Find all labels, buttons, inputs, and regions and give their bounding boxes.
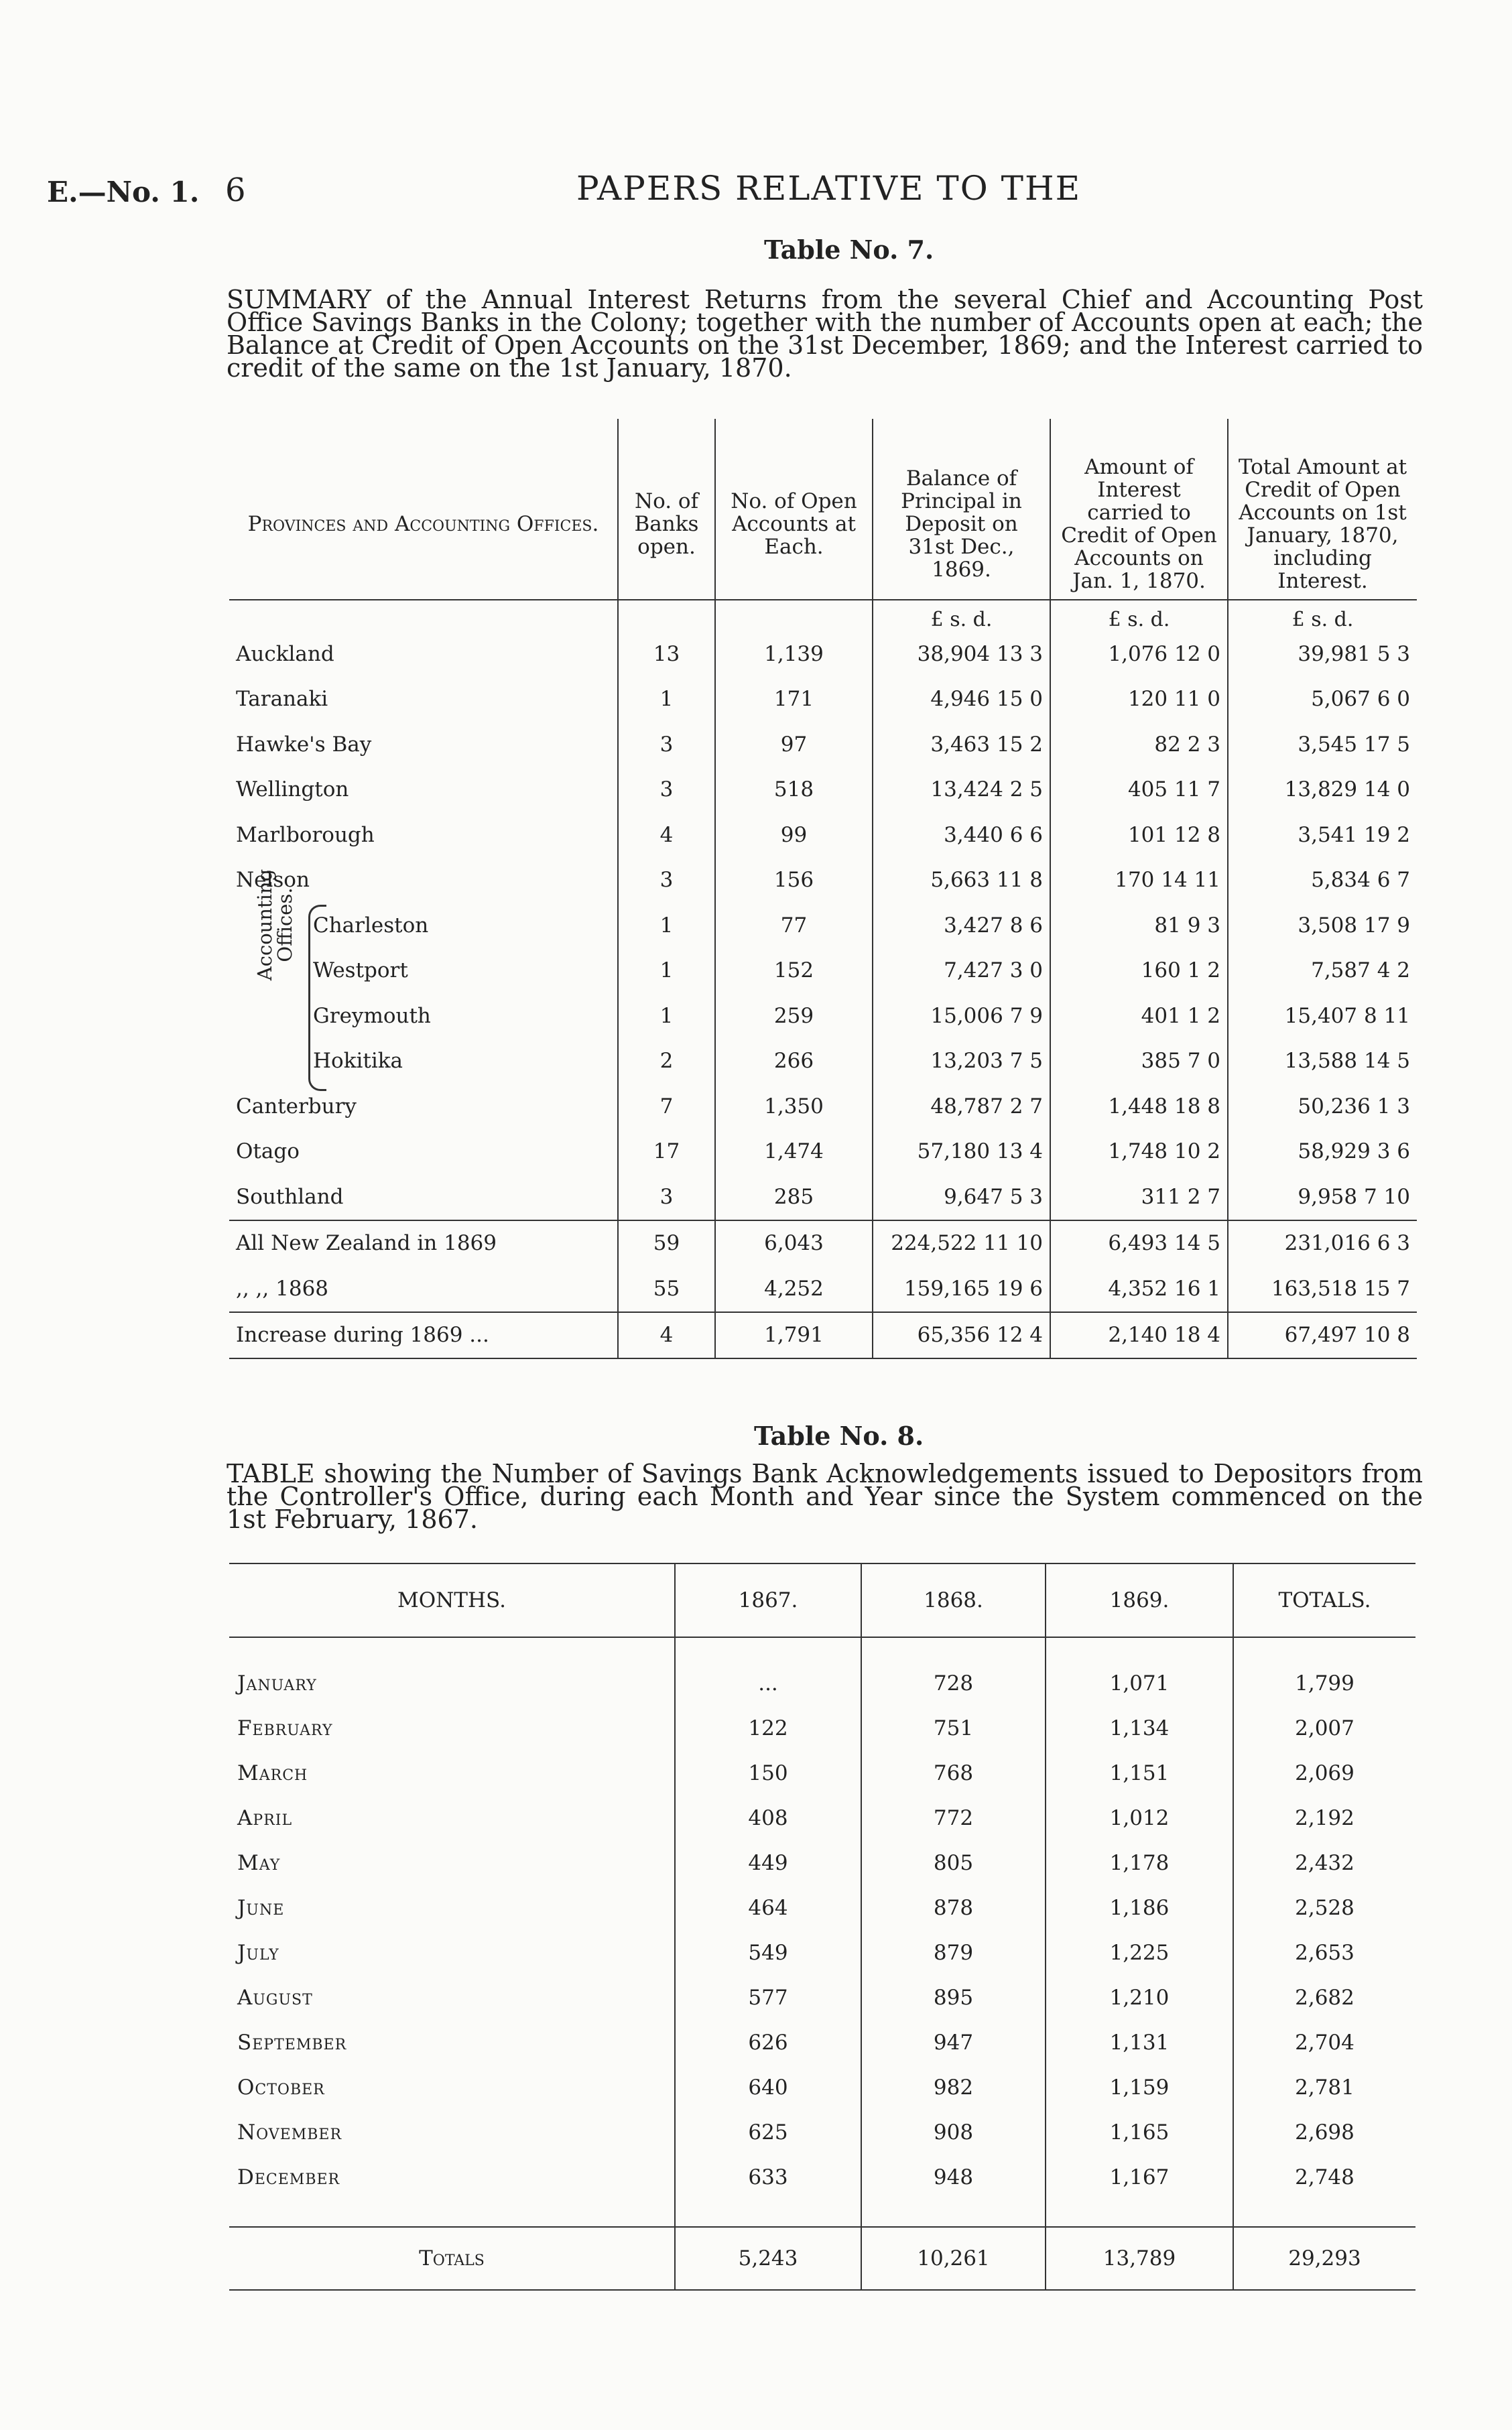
value-1868: 948 [861,2155,1046,2199]
value-1869: 1,165 [1046,2110,1233,2155]
table-row [229,767,1417,813]
balance-amount: 224,522 11 10 [873,1220,1050,1267]
province-name [229,1129,618,1175]
accounts-count: 77 [715,903,873,948]
value-total: 2,528 [1233,1885,1415,1930]
table-row [229,1129,1417,1175]
province-name-text: All New Zealand in 1869 [236,1231,497,1256]
total-amount: 3,541 19 2 [1228,812,1417,858]
total-amount: 231,016 6 3 [1228,1220,1417,1267]
table-row [229,2155,1415,2199]
totals-row [229,2227,1415,2290]
interest-amount: 1,748 10 2 [1050,1129,1228,1175]
accounts-count: 4,252 [715,1266,873,1312]
col-header-interest: Amount of Interest carried to Credit of Open Accounts on Jan. 1, 1870. [1050,419,1228,600]
value-1867: 626 [675,2020,861,2065]
balance-amount: 3,427 8 6 [873,903,1050,948]
accounting-offices-brace [308,905,326,1091]
interest-amount: 1,076 12 0 [1050,631,1228,677]
province-name [229,1174,618,1220]
value-1868: 908 [861,2110,1046,2155]
province-name-text: Taranaki [236,687,328,712]
value-1868: 982 [861,2065,1046,2110]
interest-amount: 170 14 11 [1050,858,1228,903]
interest-amount: 385 7 0 [1050,1039,1228,1084]
table-row [229,2020,1415,2065]
balance-amount: 7,427 3 0 [873,948,1050,994]
banks-count: 1 [618,993,715,1039]
accounts-count: 518 [715,767,873,813]
total-amount: 5,067 6 0 [1228,677,1417,722]
value-1868: 879 [861,1930,1046,1975]
month-name: December [237,2165,340,2189]
value-total: 2,698 [1233,2110,1415,2155]
accounts-count: 156 [715,858,873,903]
value-total: 2,069 [1233,1750,1415,1795]
banks-count: 55 [618,1266,715,1312]
spacer-cell [861,2199,1046,2227]
document-reference: E.—No. 1. [47,176,200,208]
spacer-cell [1046,2199,1233,2227]
total-amount: 50,236 1 3 [1228,1084,1417,1129]
total-amount: 163,518 15 7 [1228,1266,1417,1312]
col-header-1867: 1867. [675,1563,861,1637]
accounts-count: 259 [715,993,873,1039]
value-1869: 1,225 [1046,1930,1233,1975]
value-total: 2,781 [1233,2065,1415,2110]
value-total: 2,432 [1233,1840,1415,1885]
col-header-banks: No. of Banks open. [618,419,715,600]
value-1869: 1,159 [1046,2065,1233,2110]
interest-amount: 101 12 8 [1050,812,1228,858]
value-1867: 633 [675,2155,861,2199]
month-name: February [237,1716,333,1740]
spacer-cell [675,2199,861,2227]
province-name-text: Charleston [313,913,429,938]
value-1869: 1,151 [1046,1750,1233,1795]
banks-count: 3 [618,858,715,903]
table-row [229,1039,1417,1084]
banks-count: 3 [618,1174,715,1220]
table-8-caption: Table No. 8. [754,1421,924,1451]
value-1868: 768 [861,1750,1046,1795]
table-7-description-text: SUMMARY of the Annual Interest Returns from the several Chief and Accounting Post Office Savings Banks in the Colony; together with the number of Accounts open at each; the Balance at Credit of Open Accounts on the 31st December, 1869; and the Interest carried to credit of the same on the 1st January, 1870. [227,285,1423,383]
table-row [229,722,1417,767]
province-name-text: ,, ,, 1868 [236,1276,329,1301]
table-row [229,2065,1415,2110]
table-8-header-row [229,1563,1415,1637]
table-8-description [227,1459,1423,1534]
units-row [229,600,1417,631]
table-row [229,1840,1415,1885]
value-total: 2,748 [1233,2155,1415,2199]
col-header-totals: TOTALS. [1233,1563,1415,1637]
accounts-count: 1,350 [715,1084,873,1129]
value-1867: 577 [675,1975,861,2020]
grand-total: 29,293 [1233,2227,1415,2290]
banks-count: 13 [618,631,715,677]
balance-amount: 5,663 11 8 [873,858,1050,903]
accounts-count: 1,791 [715,1312,873,1359]
month-name: January [237,1671,317,1696]
balance-amount: 3,440 6 6 [873,812,1050,858]
table-8-description-text: TABLE showing the Number of Savings Bank Acknowledgements issued to Depositors from the Controller's Office, during each Month and Year since the System commenced on the 1st February, 1867. [227,1459,1423,1534]
value-1867: ... [675,1661,861,1706]
province-name-text: Hokitika [313,1049,403,1074]
total-amount: 3,545 17 5 [1228,722,1417,767]
spacer-row [229,2199,1415,2227]
value-1867: 122 [675,1706,861,1750]
col-header-months: MONTHS. [229,1563,675,1637]
value-total: 2,682 [1233,1975,1415,2020]
month-name: November [237,2120,342,2145]
total-1869: 13,789 [1046,2227,1233,2290]
balance-amount: 159,165 19 6 [873,1266,1050,1312]
value-total: 2,007 [1233,1706,1415,1750]
province-name [229,1312,618,1359]
value-total: 1,799 [1233,1661,1415,1706]
table-row [229,903,1417,948]
banks-count: 59 [618,1220,715,1267]
province-name-text: Westport [313,958,408,983]
table-7 [229,419,1417,1359]
value-1867: 408 [675,1795,861,1840]
banks-count: 1 [618,677,715,722]
total-1867: 5,243 [675,2227,861,2290]
month-name: October [237,2075,325,2100]
col-header-accounts: No. of Open Accounts at Each. [715,419,873,600]
banks-count: 3 [618,722,715,767]
table-7-caption: Table No. 7. [764,235,934,265]
value-1868: 878 [861,1885,1046,1930]
col-header-total: Total Amount at Credit of Open Accounts on 1st January, 1870, including Interest. [1228,419,1417,600]
value-1868: 805 [861,1840,1046,1885]
table-8 [229,1563,1415,2291]
banks-count: 1 [618,903,715,948]
accounts-count: 1,139 [715,631,873,677]
value-1869: 1,012 [1046,1795,1233,1840]
page-number: 6 [225,172,246,209]
province-name [229,767,618,813]
value-1869: 1,071 [1046,1661,1233,1706]
value-1867: 150 [675,1750,861,1795]
value-1868: 728 [861,1661,1046,1706]
balance-amount: 48,787 2 7 [873,1084,1050,1129]
banks-count: 3 [618,767,715,813]
value-1868: 772 [861,1795,1046,1840]
balance-amount: 57,180 13 4 [873,1129,1050,1175]
month-name: May [237,1850,281,1875]
value-1868: 751 [861,1706,1046,1750]
balance-amount: 15,006 7 9 [873,993,1050,1039]
table-row [229,1706,1415,1750]
spacer-cell [1233,2199,1415,2227]
banks-count: 17 [618,1129,715,1175]
table-row [229,1174,1417,1220]
table-row [229,993,1417,1039]
balance-amount: 4,946 15 0 [873,677,1050,722]
province-name-text: Wellington [236,777,349,802]
col-header-1869: 1869. [1046,1563,1233,1637]
total-amount: 13,829 14 0 [1228,767,1417,813]
units-interest: £ s. d. [1050,600,1228,631]
month-name: July [237,1940,279,1965]
spacer-row [229,1637,1415,1661]
accounts-count: 285 [715,1174,873,1220]
interest-amount: 405 11 7 [1050,767,1228,813]
table-row [229,858,1417,903]
total-amount: 9,958 7 10 [1228,1174,1417,1220]
value-1868: 947 [861,2020,1046,2065]
col-header-1868: 1868. [861,1563,1046,1637]
province-name [229,722,618,767]
total-amount: 58,929 3 6 [1228,1129,1417,1175]
table-row [229,1084,1417,1129]
table-row [229,1750,1415,1795]
province-name-text: Nelson [236,868,310,893]
banks-count: 4 [618,1312,715,1359]
month-name: August [237,1985,313,2010]
month-name: March [237,1761,308,1785]
interest-amount: 1,448 18 8 [1050,1084,1228,1129]
balance-amount: 9,647 5 3 [873,1174,1050,1220]
balance-amount: 13,424 2 5 [873,767,1050,813]
province-name-text: Southland [236,1184,344,1209]
table-row [229,677,1417,722]
province-name [229,677,618,722]
value-1867: 549 [675,1930,861,1975]
province-name [229,1220,618,1267]
col-header-provinces: Provinces and Accounting Offices. [229,419,618,600]
table-row [229,2110,1415,2155]
accounts-count: 1,474 [715,1129,873,1175]
total-amount: 5,834 6 7 [1228,858,1417,903]
interest-amount: 160 1 2 [1050,948,1228,994]
table-row [229,948,1417,994]
accounts-count: 266 [715,1039,873,1084]
table-row [229,1312,1417,1359]
province-name [229,631,618,677]
province-name-text: Marlborough [236,822,375,847]
total-amount: 7,587 4 2 [1228,948,1417,994]
col-header-balance: Balance of Principal in Deposit on 31st Dec., 1869. [873,419,1050,600]
table-row [229,1266,1417,1312]
total-amount: 67,497 10 8 [1228,1312,1417,1359]
total-amount: 3,508 17 9 [1228,903,1417,948]
banks-count: 4 [618,812,715,858]
table-7-header-row [229,419,1417,600]
table-7-description [227,285,1423,383]
month-name: September [237,2030,347,2055]
province-name-text: Greymouth [313,1003,431,1028]
interest-amount: 311 2 7 [1050,1174,1228,1220]
month-name: June [237,1895,285,1920]
balance-amount: 3,463 15 2 [873,722,1050,767]
province-name-text: Increase during 1869 ... [236,1323,489,1348]
banks-count: 7 [618,1084,715,1129]
table-row [229,812,1417,858]
interest-amount: 120 11 0 [1050,677,1228,722]
interest-amount: 4,352 16 1 [1050,1266,1228,1312]
table-row [229,631,1417,677]
table-row [229,1975,1415,2020]
value-1869: 1,178 [1046,1840,1233,1885]
value-total: 2,704 [1233,2020,1415,2065]
value-1869: 1,186 [1046,1885,1233,1930]
banks-count: 2 [618,1039,715,1084]
province-name-text: Auckland [236,641,334,666]
accounts-count: 171 [715,677,873,722]
balance-amount: 13,203 7 5 [873,1039,1050,1084]
table-row [229,1930,1415,1975]
table-row [229,1795,1415,1840]
province-name-text: Hawke's Bay [236,732,372,757]
accounts-count: 99 [715,812,873,858]
value-1867: 464 [675,1885,861,1930]
value-1869: 1,167 [1046,2155,1233,2199]
units-total: £ s. d. [1228,600,1417,631]
totals-label: Totals [229,2227,675,2290]
province-name-text: Canterbury [236,1094,357,1118]
units-balance: £ s. d. [873,600,1050,631]
total-1868: 10,261 [861,2227,1046,2290]
banks-count: 1 [618,948,715,994]
balance-amount: 65,356 12 4 [873,1312,1050,1359]
month-name: April [237,1805,293,1830]
page-title: PAPERS RELATIVE TO THE [576,169,1082,208]
accounts-count: 97 [715,722,873,767]
value-1869: 1,131 [1046,2020,1233,2065]
spacer-cell [229,2199,675,2227]
table-row [229,1661,1415,1706]
balance-amount: 38,904 13 3 [873,631,1050,677]
accounting-offices-label-text: Accounting Offices. [253,869,296,981]
table-row [229,1885,1415,1930]
total-amount: 39,981 5 3 [1228,631,1417,677]
interest-amount: 81 9 3 [1050,903,1228,948]
accounts-count: 6,043 [715,1220,873,1267]
interest-amount: 2,140 18 4 [1050,1312,1228,1359]
value-1868: 895 [861,1975,1046,2020]
interest-amount: 401 1 2 [1050,993,1228,1039]
value-1867: 640 [675,2065,861,2110]
total-amount: 15,407 8 11 [1228,993,1417,1039]
value-total: 2,192 [1233,1795,1415,1840]
value-1869: 1,210 [1046,1975,1233,2020]
accounts-count: 152 [715,948,873,994]
province-name-text: Otago [236,1139,300,1164]
table-row [229,1220,1417,1267]
interest-amount: 82 2 3 [1050,722,1228,767]
value-1867: 449 [675,1840,861,1885]
interest-amount: 6,493 14 5 [1050,1220,1228,1267]
value-1869: 1,134 [1046,1706,1233,1750]
value-total: 2,653 [1233,1930,1415,1975]
value-1867: 625 [675,2110,861,2155]
province-name [229,1266,618,1312]
total-amount: 13,588 14 5 [1228,1039,1417,1084]
